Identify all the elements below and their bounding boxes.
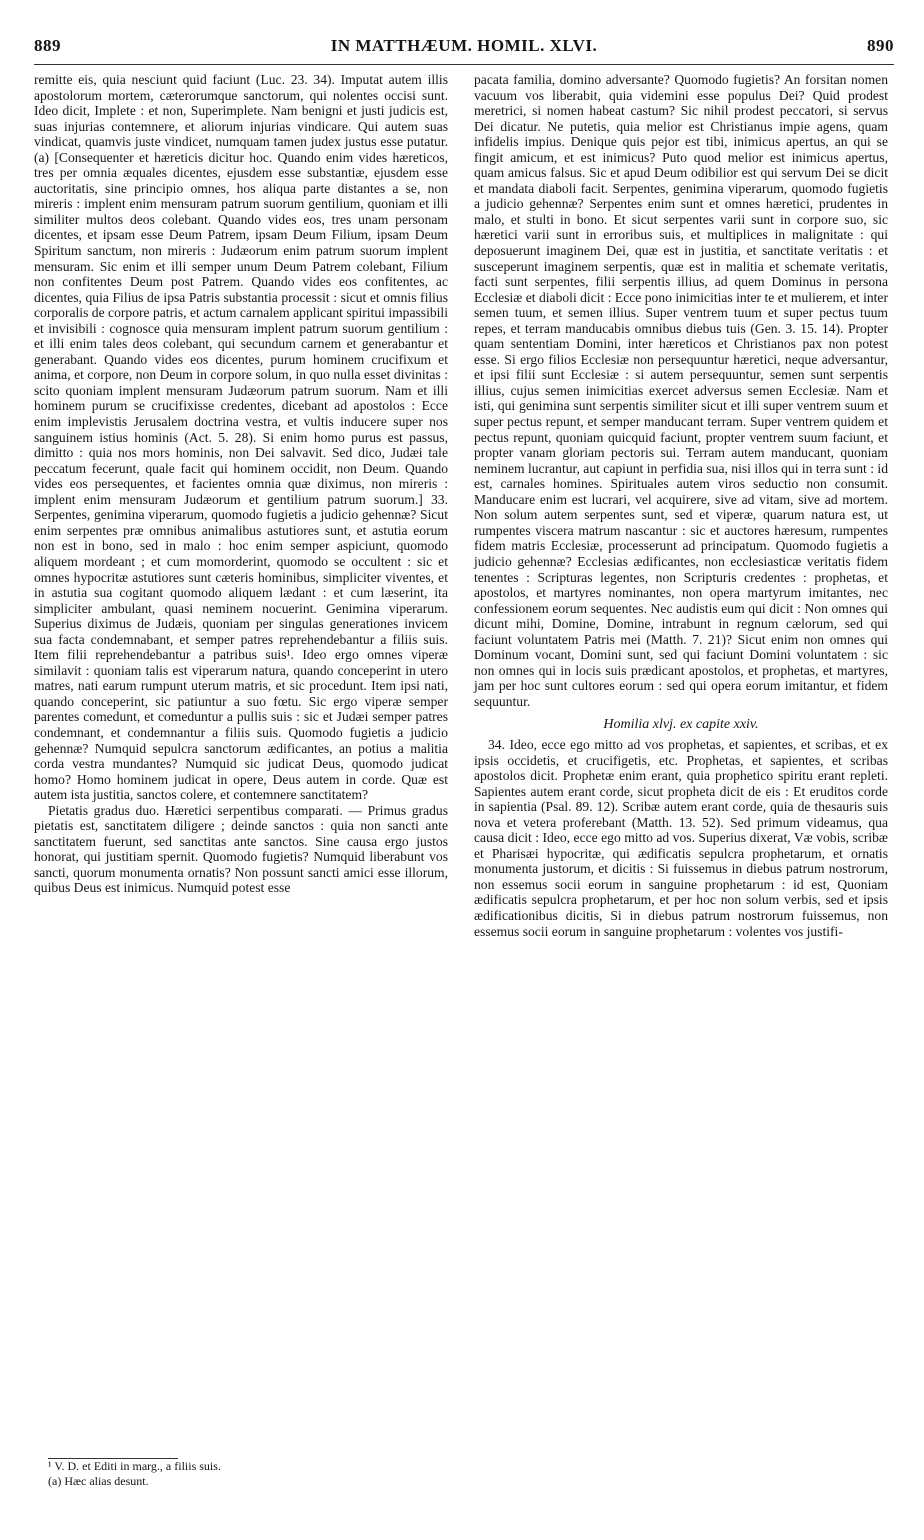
footnote: ¹ V. D. et Editi in marg., a filiis suis. <box>48 1459 221 1473</box>
left-column <box>34 72 448 896</box>
section-title: Homilia xlvj. ex capite xxiv. <box>603 717 759 733</box>
footnote: (a) Hæc alias desunt. <box>48 1474 149 1488</box>
running-header <box>34 36 894 58</box>
paragraph: remitte eis, quia nesciunt quid faciunt (Luc. 23. 34). Imputat autem illis apostolorum mortem, cæterorumque sanctorum, qui nolentes occisi sunt. Ideo dicit, Implete : et non, Superimplete. Nam benigni et justi judicis est, suas injurias contemnere, et aliorum injurias vindicare. Qui autem suas vindicat, quamvis juste vindicet, numquam tamen judex justus esse putatur. (a) [Consequenter et hæreticis dicitur hoc. Quando enim vides hæreticos, tres per omnia æquales dicentes, ejusdem esse substantiæ, ejusdem esse auctoritatis, sine principio omnes, hos aliqua parte distantes a se, non mireris : implent enim mensuram patrum suorum gentilium, quoniam et illi similiter multos deos colebant. Quando vides eos, tres unam personam dicentes, et ipsam esse Deum Patrem, ipsam Deum Filium, ipsam Deum Spiritum sanctum, non mireris : Judæorum enim patrum suorum implent mensuram. Sic enim et illi semper unum Deum Patrem colebant, Filium non confitentes Deum post Patrem. Quando vides eos confitentes, ac dicentes, quia Filius de ipsa Patris substantia processit : sicut et omnis filius corporalis de corpore patris, et actum carnalem applicant spiritui impassibili et invisibili : cognosce quia mensuram implent patrum suorum gentilium : et illi enim tales deos colebant, qui secundum carnem et generabantur et generabant. Quando vides eos dicentes, purum hominem crucifixum et anima, et corpore, non Deum in corpore solum, in quo nulla esset divinitas : scito quoniam implent mensuram Judæorum patrum suorum. Nam et illi hominem purum se crucifixisse credentes, dicebant ad apostolos : Ecce enim implevistis Jerusalem doctrina vestra, et vultis inducere super nos sanguinem istius hominis (Act. 5. 28). Si enim homo purus est passus, dimitto : quia nos mors hominis, non Dei salvavit. Sed dico, Judæi tale peccatum fecerunt, quale facit qui hominem occidit, non Deum. Quando vides eos persequentes, et facientes omnia quæ diximus, non mireris : implent enim mensuram Judæorum et gentilium patrum suorum.] 33. Serpentes, genimina viperarum, quomodo fugietis a judicio gehennæ? Sicut enim serpentes præ omnibus animalibus astutiores sunt, et astutia eorum non est in bono, sed in malo : hoc enim semper aspiciunt, quomodo aliquem mordeant ; et cum momorderint, quomodo se occultent : sic et omnes hypocritæ astutiores sunt cæteris hominibus, simpliciter viventes, et in astutia sua cogitant quomodo aliquem lædant : et cum læserint, ita simpliciter ambulant, quasi neminem nocuerint. Genimina viperarum. Superius diximus de Judæis, quoniam per singulas generationes invicem sua facta condemnabant, et semper patres reprehendebantur a filiis suis. Item filii reprehendebantur a patribus suis¹. Ideo ergo omnes viperæ similavit : quoniam talis est viperarum natura, quando conceperint in utero matres, nati earum rumpunt uterum matris, et sic procedunt. Item ipsi nati, quando conceperint, sic patiuntur a suo fœtu. Sic ergo viperæ semper parentes comedunt, et comeduntur a pullis suis : sic et Judæi semper patres condemnant, et condemnantur a filiis suis. Quomodo fugietis a judicio gehennæ? Numquid sepulcra sanctorum ædificantes, an potius a malitia corda vestra mundantes? Numquid sic judicat Deus, quomodo judicat homo? Homo hominem judicat in opere, Deus autem in corde. Quæ est autem ista justitia, sanctos colere, et contemnere sanctitatem? <box>34 72 448 803</box>
paragraph: pacata familia, domino adversante? Quomodo fugietis? An forsitan nomen vacuum vos liberabit, quia videmini esse populus Dei? Quid prodest meretrici, si nomen habeat castum? Sic nihil prodest peccatori, si servus Dei dicatur. Ne putetis, quia melior est Christianus impie agens, quam infidelis impius. Denique quis pejor est tibi, inimicus apertus, an qui se fingit amicum, et est inimicus? Puto quod melior est inimicus apertus, quam amicus falsus. Sic et apud Deum odibilior est qui servum Dei se dicit et mandata diaboli facit. Serpentes, genimina viperarum, quomodo fugietis a judicio gehennæ? Serpentes enim sunt et omnes hæretici, prudentes in malo, et stulti in bono. Et sicut serpentes varii sunt in corpore suo, sic hæretici varii sunt in erroribus suis, et multiplices in malignitate : qui deposuerunt imaginem Dei, quæ est in justitia, et sanctitate veritatis : et susceperunt imaginem serpentis, quæ est in malitia et schemate veritatis, facti sunt serpentes, filii serpentis illius, ad quem Dominus in persona Ecclesiæ et diaboli dicit : Ecce pono inimicitias inter te et mulierem, et inter semen tuum, et semen illius. Super ventrem tuum et super pectus tuum repes, et terram manducabis omnibus diebus tuis (Gen. 3. 15. 14). Propter quam sententiam Domini, inter hæreticos et Christianos pax non potest esse. Si ergo filios Ecclesiæ non persequuntur hæretici, neque adversantur, et ipsi filii sunt Ecclesiæ : si autem persequuntur, semen sunt serpentis illius, cujus semen inimicitias exercet adversus semen Ecclesiæ. Nam et isti, qui genimina sunt serpentis similiter sicut et illi super ventrem suum et super pectus repunt, et semper manducant terram. Super ventrem quidem et pectus repunt, quoniam quicquid faciunt, propter ventrem suum faciunt, et propter vanam gloriam pectoris sui. Terram autem manducant, quoniam neminem lucrantur, aut capiunt in perfidia sua, nisi illos qui in terra sunt : id est, carnales homines. Spirituales autem viros seductio non consumit. Manducare enim est lucrari, vel acquirere, sive ad vitam, sive ad mortem. Non solum autem serpentes sunt, sed et viperæ, quarum natura est, ut rumpentes viscera matrum nascantur : sic et auctores hæresum, rumpentes fidem matris Ecclesiæ, processerunt ad principatum. Quomodo fugietis a judicio gehennæ? Ecclesias ædificantes, non ecclesiasticæ veritatis fidem tenentes : Scripturas legentes, non Scripturis credentes : prophetas, et apostolos, et martyres nominantes, non opera martyrum imitantes, nec confessionem eorum sequentes. Nec audistis eum qui dicit : Non omnes qui dicunt mihi, Domine, Domine, intrabunt in regnum cælorum, sed qui faciunt voluntatem Patris mei (Matth. 7. 21)? Sicut enim non omnes qui Dominum vocant, Domini sunt, sed qui faciunt Domini voluntatem : sic non omnes qui in locis suis prædicant apostolos, et prophetas, et martyres, jam per hoc sunt cultores eorum : sed qui opera eorum imitantur, et fidem sequuntur. <box>474 72 888 709</box>
right-page-number: 890 <box>867 36 894 55</box>
footnotes <box>34 1458 448 1489</box>
running-title: IN MATTHÆUM. HOMIL. XLVI. <box>330 36 598 55</box>
paragraph: 34. Ideo, ecce ego mitto ad vos prophetas, et sapientes, et scribas, et ex ipsis occidetis, et crucifigetis, etc. Prophetas, et sapientes, et scribas apostolos dicit. Prophetæ enim erant, quia prophetico spiritu erant repleti. Sapientes autem erant corde, sicut propheta dicit de eis : Et eruditos corde in sapientia (Psal. 89. 12). Scribæ autem erant corde, quia de thesauris suis nova et vetera proferebant (Matth. 13. 52). Sed primum videamus, qua causa dicit : Ideo, ecce ego mitto ad vos. Superius dixerat, Væ vobis, scribæ et Pharisæi hypocritæ, qui ædificatis sepulcra prophetarum, et ornatis monumenta justorum, et dicitis : Si fuissemus in diebus patrum nostrorum, non essemus socii eorum in sanguine prophetarum : id est, Quoniam ædificatis sepulcra prophetarum, et per hoc non solum verbis, sed et ipsis ædificationibus dicitis, Si in diebus patrum nostrorum fuissemus, non essemus socii eorum in sanguine prophetarum : volentes vos justifi- <box>474 736 888 939</box>
left-page-number: 889 <box>34 36 61 55</box>
paragraph: Pietatis gradus duo. Hæretici serpentibus comparati. — Primus gradus pietatis est, sanctitatem diligere ; deinde sanctos : quia non sancti ante sanctitatem fuerunt, sed sanctitas ante sanctos. Sine causa ergo justos honorat, qui justitiam spernit. Quomodo fugietis? Numquid liberabunt vos sancti, quorum monumenta ornatis? Non possunt sancti amici esse illorum, quibus Deus est inimicus. Numquid potest esse <box>34 802 448 896</box>
header-rule <box>34 64 894 65</box>
right-column <box>474 72 888 939</box>
